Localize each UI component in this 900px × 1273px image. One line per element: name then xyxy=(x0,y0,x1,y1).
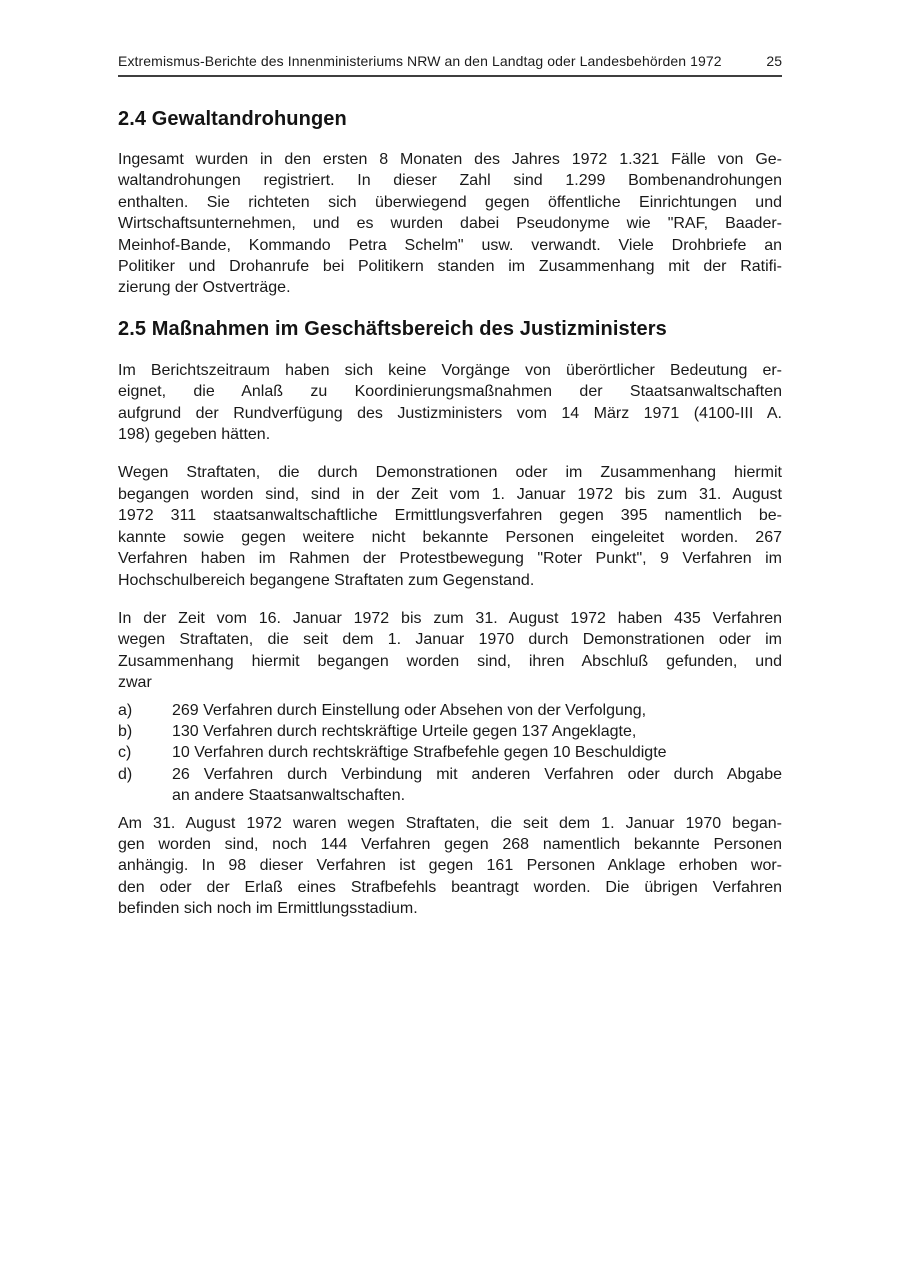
text-line: Meinhof-Bande, Kommando Petra Schelm" usw. verwandt. Viele Drohbriefe an xyxy=(118,236,782,254)
text-line: Ingesamt wurden in den ersten 8 Monaten des Jahres 1972 1.321 Fälle von Ge- xyxy=(118,151,782,168)
text-line: befinden sich noch im Ermittlungsstadium. xyxy=(118,900,418,918)
text-line: an andere Staatsanwaltschaften. xyxy=(172,787,406,805)
text-line: begangen worden sind, sind in der Zeit vom 1. Januar 1972 bis zum 31. August xyxy=(118,485,782,503)
text-line: aufgrund der Rundverfügung des Justizministers vom 14 März 1971 (4100-III A. xyxy=(118,404,782,422)
text-line: Im Berichtszeitraum haben sich keine Vorgänge von überörtlicher Bedeutung er- xyxy=(118,361,782,379)
list-item xyxy=(118,742,782,763)
paragraph-pending-cases xyxy=(118,813,782,920)
text-line: eignet, die Anlaß zu Koordinierungsmaßnahmen der Staatsanwaltschaften xyxy=(118,383,782,401)
text-line: zierung der Ostverträge. xyxy=(118,279,291,297)
list-item xyxy=(118,764,782,807)
list-item-label: a) xyxy=(118,701,133,719)
text-line: Verfahren haben im Rahmen der Protestbewegung "Roter Punkt", 9 Verfahren im xyxy=(118,550,782,568)
text-line: den oder der Erlaß eines Strafbefehls beantragt worden. Die übrigen Verfahren xyxy=(118,878,782,896)
text-line: waltandrohungen registriert. In dieser Zahl sind 1.299 Bombenandrohungen xyxy=(118,172,782,190)
section-heading-2-4: 2.4 Gewaltandrohungen xyxy=(118,108,347,130)
text-line: 269 Verfahren durch Einstellung oder Absehen von der Verfolgung, xyxy=(172,701,647,719)
text-line: Hochschulbereich begangene Straftaten zum Gegenstand. xyxy=(118,571,535,589)
text-line: 130 Verfahren durch rechtskräftige Urteile gegen 137 Angeklagte, xyxy=(172,722,637,740)
text-line: gen worden sind, noch 144 Verfahren gegen 268 namentlich bekannte Personen xyxy=(118,835,782,853)
text-line: enthalten. Sie richteten sich überwiegend gegen öffentliche Einrichtungen und xyxy=(118,193,782,211)
lettered-list xyxy=(118,700,782,807)
list-item xyxy=(118,700,782,721)
text-line: kannte sowie gegen weitere nicht bekannte Personen eingeleitet worden. 267 xyxy=(118,528,782,546)
list-item-text xyxy=(172,721,782,742)
text-line: 26 Verfahren durch Verbindung mit anderen Verfahren oder durch Abgabe xyxy=(172,765,782,783)
list-item-label: c) xyxy=(118,744,132,762)
list-item-text xyxy=(172,764,782,807)
text-line: In der Zeit vom 16. Januar 1972 bis zum 31. August 1972 haben 435 Verfahren xyxy=(118,609,782,627)
paragraph-investigations xyxy=(118,462,782,590)
text-line: Politiker und Drohanrufe bei Politikern standen im Zusammenhang mit der Ratifi- xyxy=(118,258,782,276)
text-line: wegen Straftaten, die seit dem 1. Januar 1970 durch Demonstrationen oder im xyxy=(118,631,782,649)
paragraph-threats xyxy=(118,149,782,299)
running-header xyxy=(118,53,782,77)
paragraph-concluded-cases xyxy=(118,608,782,694)
text-line: Zusammenhang hiermit begangen worden sind, ihren Abschluß gefunden, und xyxy=(118,652,782,670)
text-line: 198) gegeben hätten. xyxy=(118,426,271,444)
text-line: anhängig. In 98 dieser Verfahren ist gegen 161 Personen Anklage erhoben wor- xyxy=(118,857,782,875)
text-line: Wegen Straftaten, die durch Demonstrationen oder im Zusammenhang hiermit xyxy=(118,464,782,482)
list-item-text xyxy=(172,700,782,721)
text-line: Am 31. August 1972 waren wegen Straftaten, die seit dem 1. Januar 1970 began- xyxy=(118,814,782,832)
text-line: zwar xyxy=(118,674,152,692)
list-item-label: d) xyxy=(118,765,133,783)
text-line: Wirtschaftsunternehmen, und es wurden dabei Pseudonyme wie "RAF, Baader- xyxy=(118,215,782,233)
paragraph-reporting-period xyxy=(118,360,782,446)
page-number: 25 xyxy=(766,53,782,69)
text-line: 1972 311 staatsanwaltschaftliche Ermittlungsverfahren gegen 395 namentlich be- xyxy=(118,507,782,525)
list-item-text xyxy=(172,742,782,763)
list-item xyxy=(118,721,782,742)
running-header-title: Extremismus-Berichte des Innenministeriums NRW an den Landtag oder Landesbehörden 1972 xyxy=(118,53,722,69)
section-heading-2-5: 2.5 Maßnahmen im Geschäftsbereich des Justizministers xyxy=(118,317,667,340)
text-column xyxy=(118,0,782,937)
list-item-label: b) xyxy=(118,722,133,740)
text-line: 10 Verfahren durch rechtskräftige Strafbefehle gegen 10 Beschuldigte xyxy=(172,744,667,762)
